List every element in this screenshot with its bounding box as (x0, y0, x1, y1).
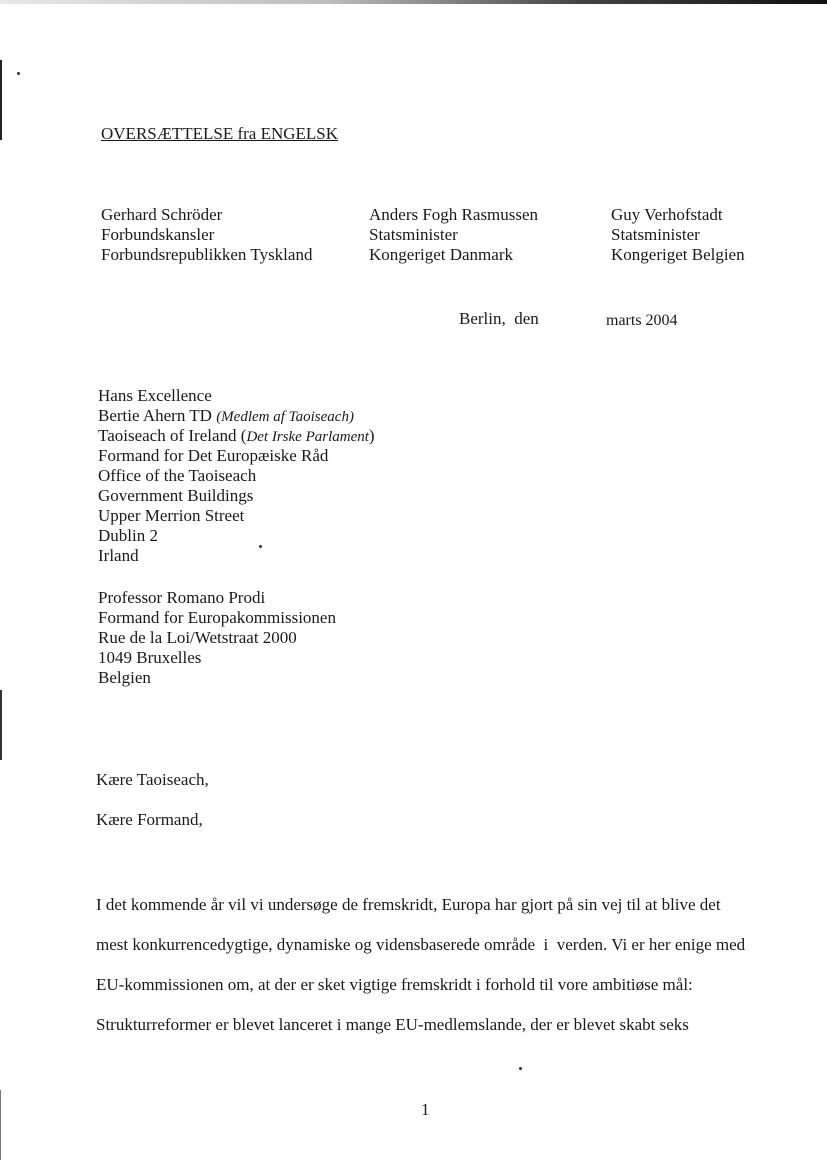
body-line: EU-kommissionen om, at der er sket vigtige fremskridt i forhold til vore ambitiøse mål: (96, 975, 693, 994)
sender-title: Statsminister (611, 225, 700, 244)
page-number: 1 (421, 1100, 430, 1119)
letter-body (96, 892, 745, 1052)
address-line (98, 426, 375, 446)
scan-edge-left (0, 690, 2, 760)
sender-name: Gerhard Schröder (101, 205, 223, 224)
address-text: Taoiseach of Ireland ( (98, 426, 247, 445)
address-note: Det Irske Parlament (246, 429, 369, 445)
body-line: Strukturreformer er blevet lanceret i mange EU-medlemslande, der er blevet skabt seks (96, 1015, 689, 1034)
scan-edge-top (0, 0, 827, 4)
address-note: (Medlem af Taoiseach) (216, 409, 354, 425)
recipient-address (98, 386, 375, 566)
address-line: Dublin 2 (98, 526, 158, 545)
scan-speck (17, 72, 20, 75)
sender-block (611, 205, 745, 265)
address-line: 1049 Bruxelles (98, 648, 202, 667)
salutation: Kære Formand, (96, 810, 203, 829)
address-line: Hans Excellence (98, 386, 212, 405)
sender-name: Anders Fogh Rasmussen (369, 205, 539, 224)
address-line: Professor Romano Prodi (98, 588, 266, 607)
body-line: mest konkurrencedygtige, dynamiske og vidensbaserede område i verden. Vi er her enige med (96, 935, 746, 954)
scan-edge-left (0, 60, 2, 140)
address-line: Formand for Det Europæiske Råd (98, 446, 329, 465)
sender-country: Kongeriget Belgien (611, 245, 745, 264)
address-line: Upper Merrion Street (98, 506, 245, 525)
sender-title: Statsminister (369, 225, 458, 244)
body-line: I det kommende år vil vi undersøge de fremskridt, Europa har gjort på sin vej til at blive det (96, 895, 721, 914)
address-line: Rue de la Loi/Wetstraat 2000 (98, 628, 297, 647)
sender-country: Forbundsrepublikken Tyskland (101, 245, 313, 264)
letter-place: Berlin, den (459, 309, 539, 328)
document-heading: OVERSÆTTELSE fra ENGELSK (101, 124, 339, 143)
salutation: Kære Taoiseach, (96, 770, 209, 789)
address-text: ) (368, 426, 375, 445)
address-line (98, 406, 375, 426)
address-line: Irland (98, 546, 139, 565)
letter-date: marts 2004 (606, 312, 678, 329)
address-line: Government Buildings (98, 486, 254, 505)
scan-edge-left (0, 1090, 1, 1160)
sender-country: Kongeriget Danmark (369, 245, 513, 264)
address-line: Office of the Taoiseach (98, 466, 257, 485)
address-line: Belgien (98, 668, 151, 687)
recipient-address (98, 588, 336, 688)
sender-block (101, 205, 312, 265)
scan-speck (519, 1067, 522, 1070)
sender-block (369, 205, 538, 265)
address-line: Formand for Europakommissionen (98, 608, 336, 627)
address-text: Bertie Ahern TD (98, 406, 217, 425)
sender-title: Forbundskansler (101, 225, 215, 244)
sender-name: Guy Verhofstadt (611, 205, 723, 224)
